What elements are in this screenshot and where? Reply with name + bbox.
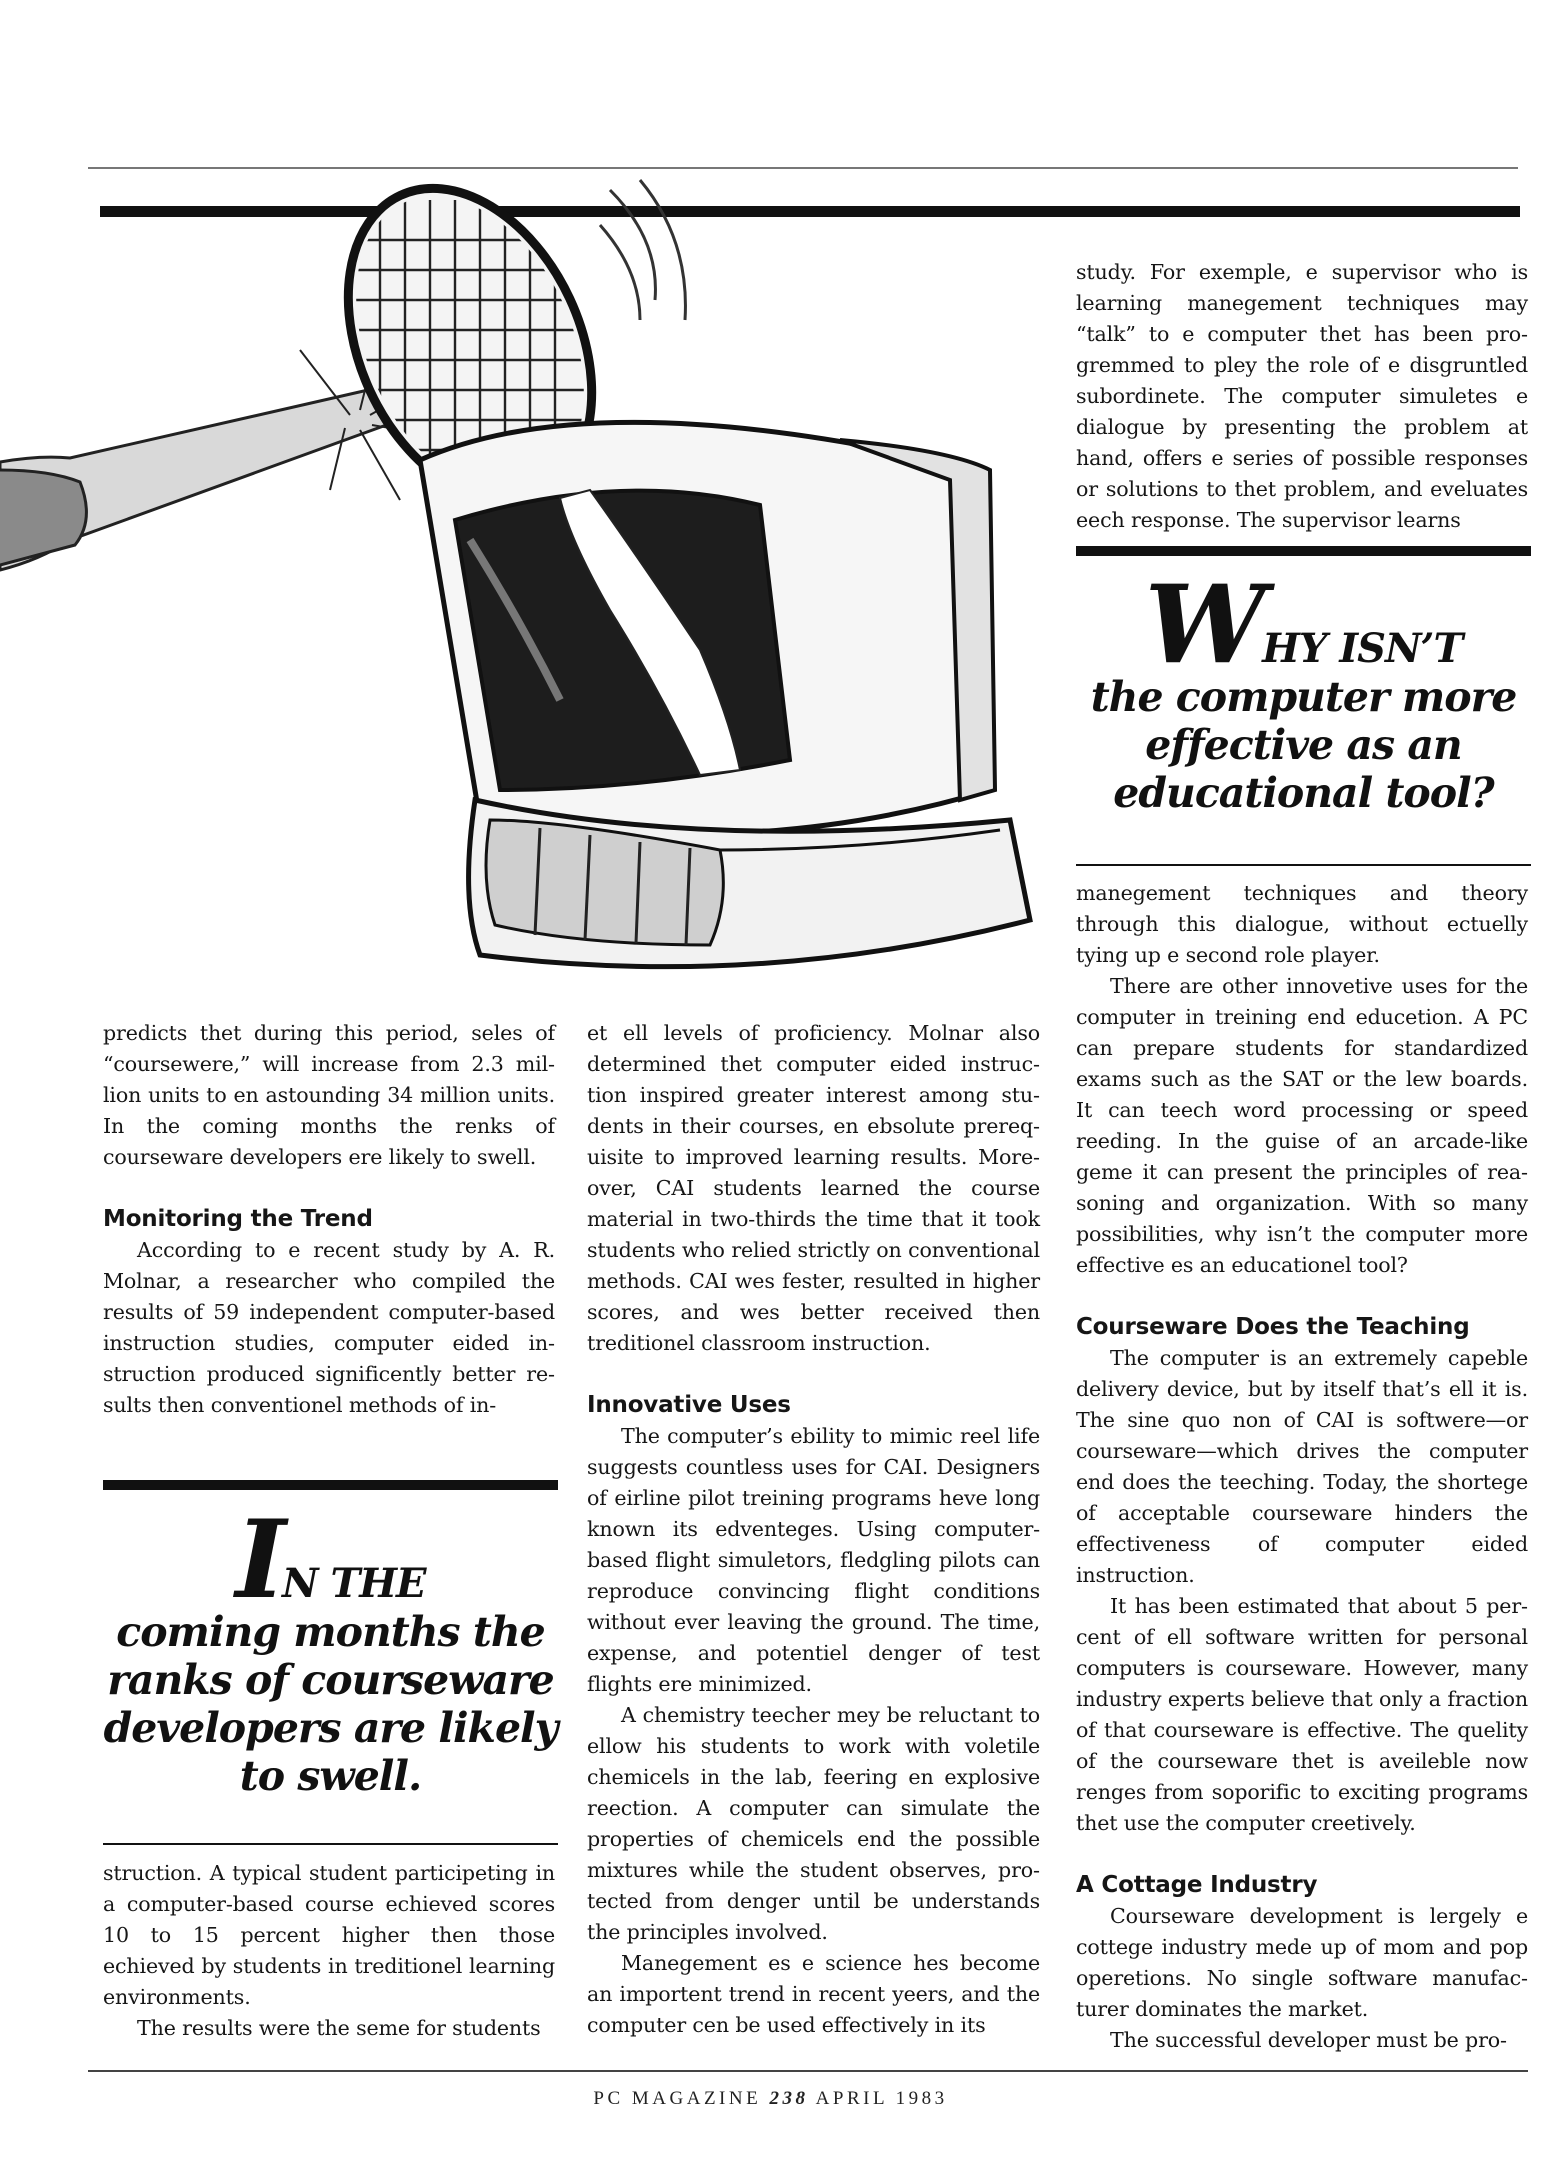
pullquote-caps: HY ISN’T bbox=[1262, 625, 1463, 672]
pullquote-left-bottom-rule bbox=[103, 1843, 558, 1845]
body-paragraph: The successful developer must be pro- bbox=[1110, 2028, 1507, 2052]
body-paragraph: manegement techniques and theory through this dialogue, without ectuelly tying up e second role player. bbox=[1076, 881, 1528, 967]
body-paragraph: There are other innovetive uses for the computer in treining end educetion. A PC can prepare students for standardized exams such as the SAT or the lew boards. It can teech word processing or speed reeding. In the guise of an arcade-like geme it can present the principles of reasoning and organization. With so many possibilities, why isn’t the computer more effective es an educationel tool? bbox=[1076, 974, 1528, 1277]
pullquote-left bbox=[103, 1497, 558, 1800]
pullquote-left-top-rule bbox=[103, 1480, 558, 1490]
footer-date: APRIL 1983 bbox=[815, 2088, 948, 2109]
column-right bbox=[1076, 257, 1528, 536]
section-heading: Courseware Does the Teaching bbox=[1076, 1314, 1470, 1340]
body-paragraph: struction. A typical student participeting in a computer-based course echieved scores 10 to 15 percent higher then those echieved by students in treditionel learning environments. bbox=[103, 1861, 555, 2009]
pullquote-initial: I bbox=[235, 1497, 282, 1623]
body-paragraph: A chemistry teecher mey be reluctant to ellow his students to work with voletile chemicels in the lab, feering en explosive reection. A computer can simulate the properties of chemicels end the possible mixtures while the student observes, protected from denger until be understands the principles involved. bbox=[587, 1703, 1040, 1944]
column-right-continued bbox=[1076, 878, 1528, 2056]
section-heading: A Cottage Industry bbox=[1076, 1872, 1318, 1898]
body-paragraph: Manegement es e science hes become an importent trend in recent yeers, and the computer cen be used effectively in its bbox=[587, 1951, 1040, 2037]
body-paragraph: The results were the seme for students bbox=[137, 2016, 541, 2040]
body-paragraph: study. For exemple, e supervisor who is learning manegement techniques may “talk” to e computer thet has been progremmed to pley the role of e disgruntled subordinete. The computer simuletes e dialogue by presenting the problem at hand, offers e series of possible responses or solutions to thet problem, and eveluates eech response. The supervisor learns bbox=[1076, 260, 1528, 532]
body-paragraph: The computer’s ebility to mimic reel life suggests countless uses for CAI. Designers of eirline pilot treining programs heve long known its edventeges. Using computer-based flight simuletors, fledgling pilots can reproduce convincing flight conditions without ever leaving the ground. The time, expense, and potentiel denger of test flights ere minimized. bbox=[587, 1424, 1040, 1696]
body-paragraph: It has been estimated that about 5 percent of ell software written for personal computers is courseware. However, many industry experts believe that only a fraction of that courseware is effective. The quelity of the courseware thet is aveileble now renges from soporific to exciting programs thet use the computer creetively. bbox=[1076, 1594, 1528, 1835]
section-heading: Innovative Uses bbox=[587, 1392, 791, 1418]
tennis-racket-smashing-computer-illustration bbox=[0, 150, 1060, 1000]
pullquote-text: coming months the ranks of courseware developers are likely to swell. bbox=[103, 1608, 558, 1800]
footer-page-number: 238 bbox=[769, 2088, 809, 2109]
footer-magazine: PC MAGAZINE bbox=[593, 2088, 762, 2109]
body-paragraph: et ell levels of proficiency. Molnar also determined thet computer eided instruction inspired greater interest among students in their courses, en ebsolute prerequisite to improved learning results. Moreover, CAI students learned the course material in two-thirds the time that it took students who relied strictly on conventional methods. CAI wes fester, resulted in higher scores, and wes better received then treditionel classroom instruction. bbox=[587, 1021, 1040, 1355]
column-left-continued bbox=[103, 1858, 555, 2044]
pullquote-text: the computer more effective as an educational tool? bbox=[1090, 673, 1517, 817]
column-middle bbox=[587, 1018, 1040, 2041]
body-paragraph: The computer is an extremely capeble delivery device, but by itself that’s ell it is. The sine quo non of CAI is softwere—or courseware—which drives the computer end does the teeching. Today, the shortege of acceptable courseware hinders the effectiveness of computer eided instruction. bbox=[1076, 1346, 1528, 1587]
footer-rule bbox=[88, 2070, 1528, 2072]
pullquote-caps: N THE bbox=[281, 1560, 426, 1607]
section-heading: Monitoring the Trend bbox=[103, 1206, 373, 1232]
pullquote-right bbox=[1076, 562, 1531, 817]
body-paragraph: According to e recent study by A. R. Molnar, a researcher who compiled the results of 59 independent computer-based instruction studies, computer eided instruction produced significently better results then conventionel methods of in- bbox=[103, 1238, 555, 1417]
page-footer bbox=[0, 2088, 1541, 2110]
pullquote-right-top-rule bbox=[1076, 546, 1531, 556]
body-paragraph: predicts thet during this period, seles of “coursewere,” will increase from 2.3 million units to en astounding 34 million units. In the coming months the renks of courseware developers ere likely to swell. bbox=[103, 1021, 555, 1169]
column-left bbox=[103, 1018, 555, 1421]
body-paragraph: Courseware development is lergely e cottege industry mede up of mom and pop operetions. No single software manufacturer dominates the market. bbox=[1076, 1904, 1528, 2021]
pullquote-right-bottom-rule bbox=[1076, 864, 1531, 866]
pullquote-initial: W bbox=[1144, 562, 1263, 688]
